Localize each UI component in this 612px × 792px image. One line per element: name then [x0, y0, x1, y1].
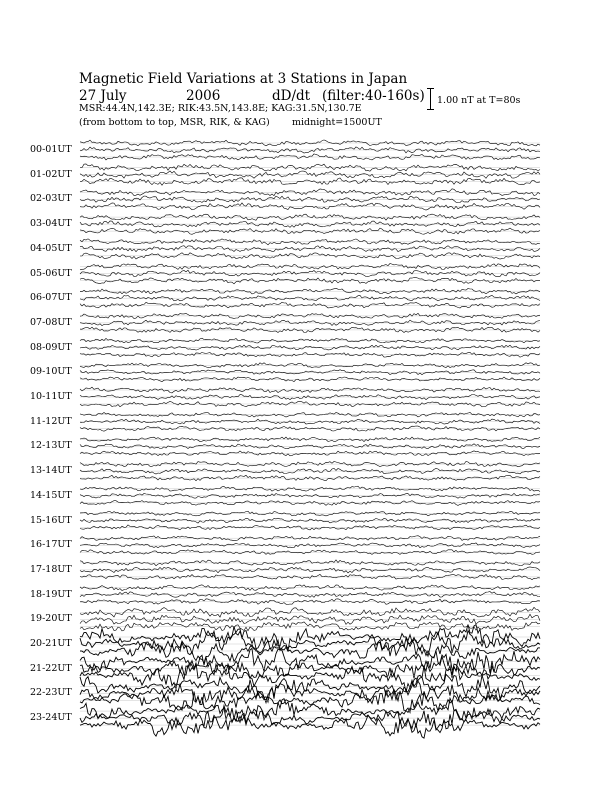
order-line: (from bottom to top, MSR, RIK, & KAG)	[79, 117, 270, 128]
trace-RIK-23-24UT	[80, 706, 540, 733]
date-year: 2006	[186, 88, 221, 104]
filter-label: (filter:40-160s)	[322, 88, 425, 104]
hour-label-09-10UT: 09-10UT	[30, 366, 72, 378]
hour-label-03-04UT: 03-04UT	[30, 218, 72, 230]
hour-label-10-11UT: 10-11UT	[30, 391, 72, 402]
hour-label-02-03UT: 02-03UT	[30, 193, 72, 205]
hour-label-05-06UT: 05-06UT	[30, 267, 72, 279]
scale-label: 1.00 nT at T=80s	[437, 95, 521, 106]
hour-label-23-24UT: 23-24UT	[30, 712, 72, 724]
date-day: 27 July	[79, 88, 127, 104]
hour-label-12-13UT: 12-13UT	[30, 440, 72, 452]
hour-label-17-18UT: 17-18UT	[30, 563, 72, 575]
hour-label-16-17UT: 16-17UT	[30, 539, 72, 551]
hour-label-06-07UT: 06-07UT	[30, 292, 72, 304]
stations-line: MSR:44.4N,142.3E; RIK:43.5N,143.8E; KAG:31.5N,130.7E	[79, 103, 362, 114]
hour-label-22-23UT: 22-23UT	[30, 687, 72, 699]
hour-label-08-09UT: 08-09UT	[30, 341, 72, 353]
hour-label-21-22UT: 21-22UT	[30, 662, 72, 674]
hour-label-18-19UT: 18-19UT	[30, 588, 72, 600]
hour-label-04-05UT: 04-05UT	[30, 242, 72, 254]
midnight-label: midnight=1500UT	[292, 117, 382, 128]
chart-title: Magnetic Field Variations at 3 Stations in Japan	[79, 71, 408, 87]
hour-label-13-14UT: 13-14UT	[30, 465, 72, 477]
hour-label-11-12UT: 11-12UT	[30, 415, 72, 427]
hour-label-07-08UT: 07-08UT	[30, 316, 72, 328]
trace-MSR-14-15UT	[80, 501, 540, 506]
trace-KAG-20-21UT	[80, 625, 540, 652]
component-label: dD/dt	[272, 88, 311, 104]
hour-label-20-21UT: 20-21UT	[30, 638, 72, 649]
hour-label-14-15UT: 14-15UT	[30, 489, 72, 501]
hour-label-00-01UT: 00-01UT	[30, 144, 72, 155]
hour-label-01-02UT: 01-02UT	[30, 168, 72, 180]
hour-label-19-20UT: 19-20UT	[30, 613, 72, 625]
hour-label-15-16UT: 15-16UT	[30, 514, 72, 526]
